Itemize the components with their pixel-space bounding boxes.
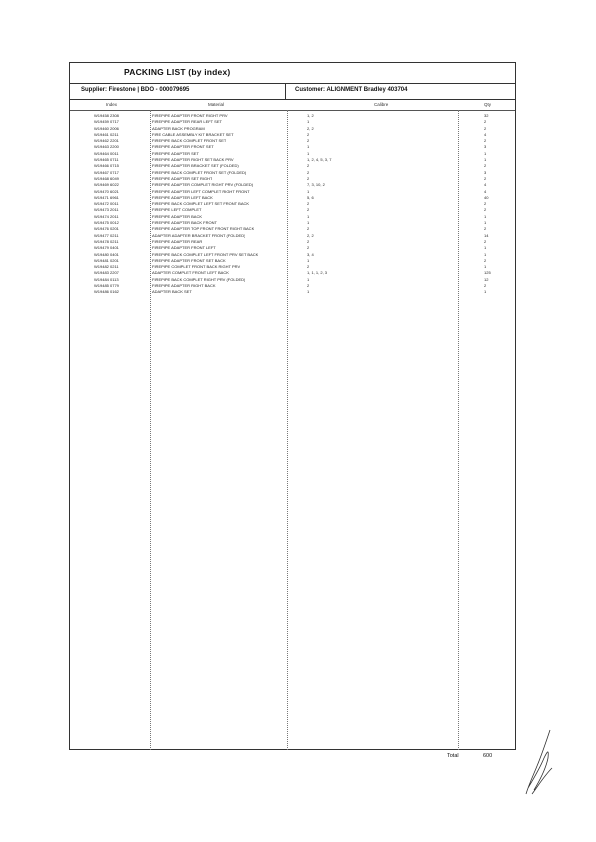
cell-qty: 1 [484,251,487,257]
cell-index: W19485 0779 [94,283,119,289]
cell-qty: 3 [484,169,487,175]
cell-calibre: 5, 6 [307,194,314,200]
cell-calibre: 2 [307,264,310,270]
cell-index: W19478 0211 [94,238,119,244]
cell-qty: 2 [484,119,487,125]
table-header [70,100,515,111]
cell-qty: 4 [484,131,487,137]
cell-calibre: 2 [307,226,310,232]
cell-material: FIREPIPE COMPLET FRONT BACK RIGHT PRV [152,264,241,270]
header-calibre: Calibre [374,102,389,107]
cell-material: FIREPIPE BACK COMPLET LEFT FRONT PRV SET BACK [152,251,259,257]
header-index: Index [106,102,118,107]
cell-index: W19486 0162 [94,289,119,295]
cell-calibre: 1 [307,276,310,282]
cell-index: W19462 2201 [94,138,119,144]
cell-calibre: 2 [307,169,310,175]
cell-material: FIREPIPE ADAPTER LEFT BACK [152,194,213,200]
cell-calibre: 3, 4 [307,251,314,257]
cell-material: FIREPIPE ADAPTER FRONT RIGHT PRV [152,113,228,118]
cell-calibre: 7, 3, 10, 2 [307,182,325,188]
cell-qty: 1 [484,289,487,295]
cell-material: FIREPIPE BACK COMPLET FRONT SET [152,138,227,144]
cell-calibre: 1, 2 [307,113,314,118]
cell-index: W19481 0201 [94,257,119,263]
cell-calibre: 2 [307,283,310,289]
cell-calibre: 2, 2 [307,125,314,131]
cell-qty: 1 [484,220,487,226]
cell-calibre: 2 [307,175,310,181]
cell-calibre: 2 [307,201,310,207]
cell-calibre: 1 [307,257,310,263]
cell-index: W19473 2011 [94,207,119,213]
cell-index: W19474 2011 [94,213,119,219]
cell-material: FIREPIPE ADAPTER BRACKET SET (FOLDED) [152,163,239,169]
cell-index: W19477 0211 [94,232,119,238]
cell-qty: 2 [484,257,487,263]
cell-calibre: 1, 1, 1, 2, 3 [307,270,328,276]
cell-material: FIREPIPE ADAPTER SET RIGHT [152,175,213,181]
cell-qty: 40 [484,194,489,200]
cell-calibre: 2 [307,245,310,251]
cell-calibre: 1 [307,188,310,194]
cell-material: ADAPTER BACK PROGRAM [152,125,205,131]
cell-qty: 2 [484,226,487,232]
cell-material: FIREPIPE ADAPTER FRONT LEFT [152,245,216,251]
cell-qty: 2 [484,163,487,169]
title-row [70,63,515,84]
cell-qty: 1 [484,213,487,219]
cell-qty: 2 [484,175,487,181]
cell-calibre: 2 [307,131,310,137]
cell-index: W19458 2308 [94,113,119,118]
cell-qty: 1 [484,264,487,270]
cell-calibre: 1 [307,213,310,219]
cell-index: W19479 0401 [94,245,119,251]
cell-calibre: 1 [307,144,310,150]
cell-index: W19484 0113 [94,276,119,282]
cell-material: FIREPIPE BACK COMPLET LEFT SET FRONT BACK [152,201,250,207]
cell-calibre: 2 [307,138,310,144]
cell-qty: 1 [484,245,487,251]
customer-label: Customer: ALIGNMENT Bradley 403704 [295,87,408,93]
cell-index: W19482 0211 [94,264,119,270]
cell-material: FIREPIPE ADAPTER RIGHT BACK [152,283,216,289]
cell-calibre: 1 [307,220,310,226]
cell-index: W19468 6049 [94,175,119,181]
cell-material: FIRE CABLE ASSEMBLY KIT BRACKET SET [152,131,234,137]
cell-qty: 1 [484,157,487,163]
cell-qty: 2 [484,207,487,213]
info-divider [285,83,286,99]
cell-material: FIREPIPE ADAPTER REAR LEFT SET [152,119,222,125]
cell-material: FIREPIPE ADAPTER COMPLET RIGHT PRV (FOLDED) [152,182,254,188]
packing-list-sheet [69,62,516,750]
cell-index: W19465 0711 [94,157,119,163]
table-row [70,289,515,295]
cell-calibre: 2 [307,207,310,213]
header-material: Material [208,102,225,107]
cell-material: FIREPIPE ADAPTER BACK FRONT [152,220,217,226]
cell-material: FIREPIPE ADAPTER BACK [152,213,203,219]
cell-calibre: 1 [307,150,310,156]
cell-index: W19472 0011 [94,201,119,207]
total-value: 600 [483,753,493,759]
cell-material: FIREPIPE ADAPTER REAR [152,238,203,244]
cell-material: FIREPIPE BACK COMPLET RIGHT PRV (FOLDED) [152,276,246,282]
cell-qty: 32 [484,113,489,118]
cell-qty: 14 [484,232,489,238]
cell-index: W19463 2200 [94,144,119,150]
total-label: Total [447,753,459,759]
cell-material: ADAPTER BACK SET [152,289,192,295]
info-row [70,83,515,100]
header-qty: Qty [484,102,492,107]
cell-index: W19464 0011 [94,150,119,156]
cell-index: W19480 0401 [94,251,119,257]
cell-qty: 125 [484,270,491,276]
cell-qty: 1 [484,150,487,156]
cell-index: W19461 0211 [94,131,119,137]
cell-qty: 12 [484,276,489,282]
cell-index: W19469 6022 [94,182,119,188]
cell-calibre: 1 [307,119,310,125]
cell-index: W19460 2006 [94,125,119,131]
cell-qty: 4 [484,188,487,194]
cell-calibre: 2, 2 [307,232,314,238]
cell-calibre: 1, 2, 4, 5, 3, 7 [307,157,332,163]
cell-material: FIREPIPE LEFT COMPLET [152,207,202,213]
cell-qty: 2 [484,138,487,144]
page-title: PACKING LIST (by index) [124,67,231,77]
cell-index: W19475 0012 [94,220,119,226]
cell-material: ADAPTER ADAPTER BRACKET FRONT (FOLDED) [152,232,246,238]
cell-index: W19471 6961 [94,194,119,200]
cell-index: W19459 0717 [94,119,119,125]
cell-calibre: 2 [307,238,310,244]
supplier-label: Supplier: Firestone | BDO - 000079695 [81,87,190,93]
cell-material: FIREPIPE ADAPTER FRONT SET BACK [152,257,226,263]
cell-index: W19467 0717 [94,169,119,175]
cell-qty: 2 [484,238,487,244]
cell-calibre: 2 [307,163,310,169]
table-body [70,113,515,296]
cell-qty: 2 [484,125,487,131]
cell-index: W19466 0715 [94,163,119,169]
signature [522,728,556,798]
cell-qty: 4 [484,182,487,188]
cell-index: W19476 0201 [94,226,119,232]
cell-material: FIREPIPE ADAPTER SET [152,150,199,156]
cell-material: ADAPTER COMPLET FRONT LEFT BACK [152,270,229,276]
cell-qty: 2 [484,283,487,289]
cell-material: FIREPIPE BACK COMPLET FRONT SET (FOLDED) [152,169,247,175]
cell-qty: 2 [484,201,487,207]
cell-index: W19470 6021 [94,188,119,194]
cell-index: W19483 2207 [94,270,119,276]
cell-material: FIREPIPE ADAPTER TOP FRONT FRONT RIGHT BACK [152,226,255,232]
cell-qty: 3 [484,144,487,150]
cell-material: FIREPIPE ADAPTER FRONT SET [152,144,214,150]
cell-calibre: 1 [307,289,310,295]
cell-material: FIREPIPE ADAPTER LEFT COMPLET RIGHT FRONT [152,188,250,194]
cell-material: FIREPIPE ADAPTER RIGHT SET BACK PRV [152,157,234,163]
